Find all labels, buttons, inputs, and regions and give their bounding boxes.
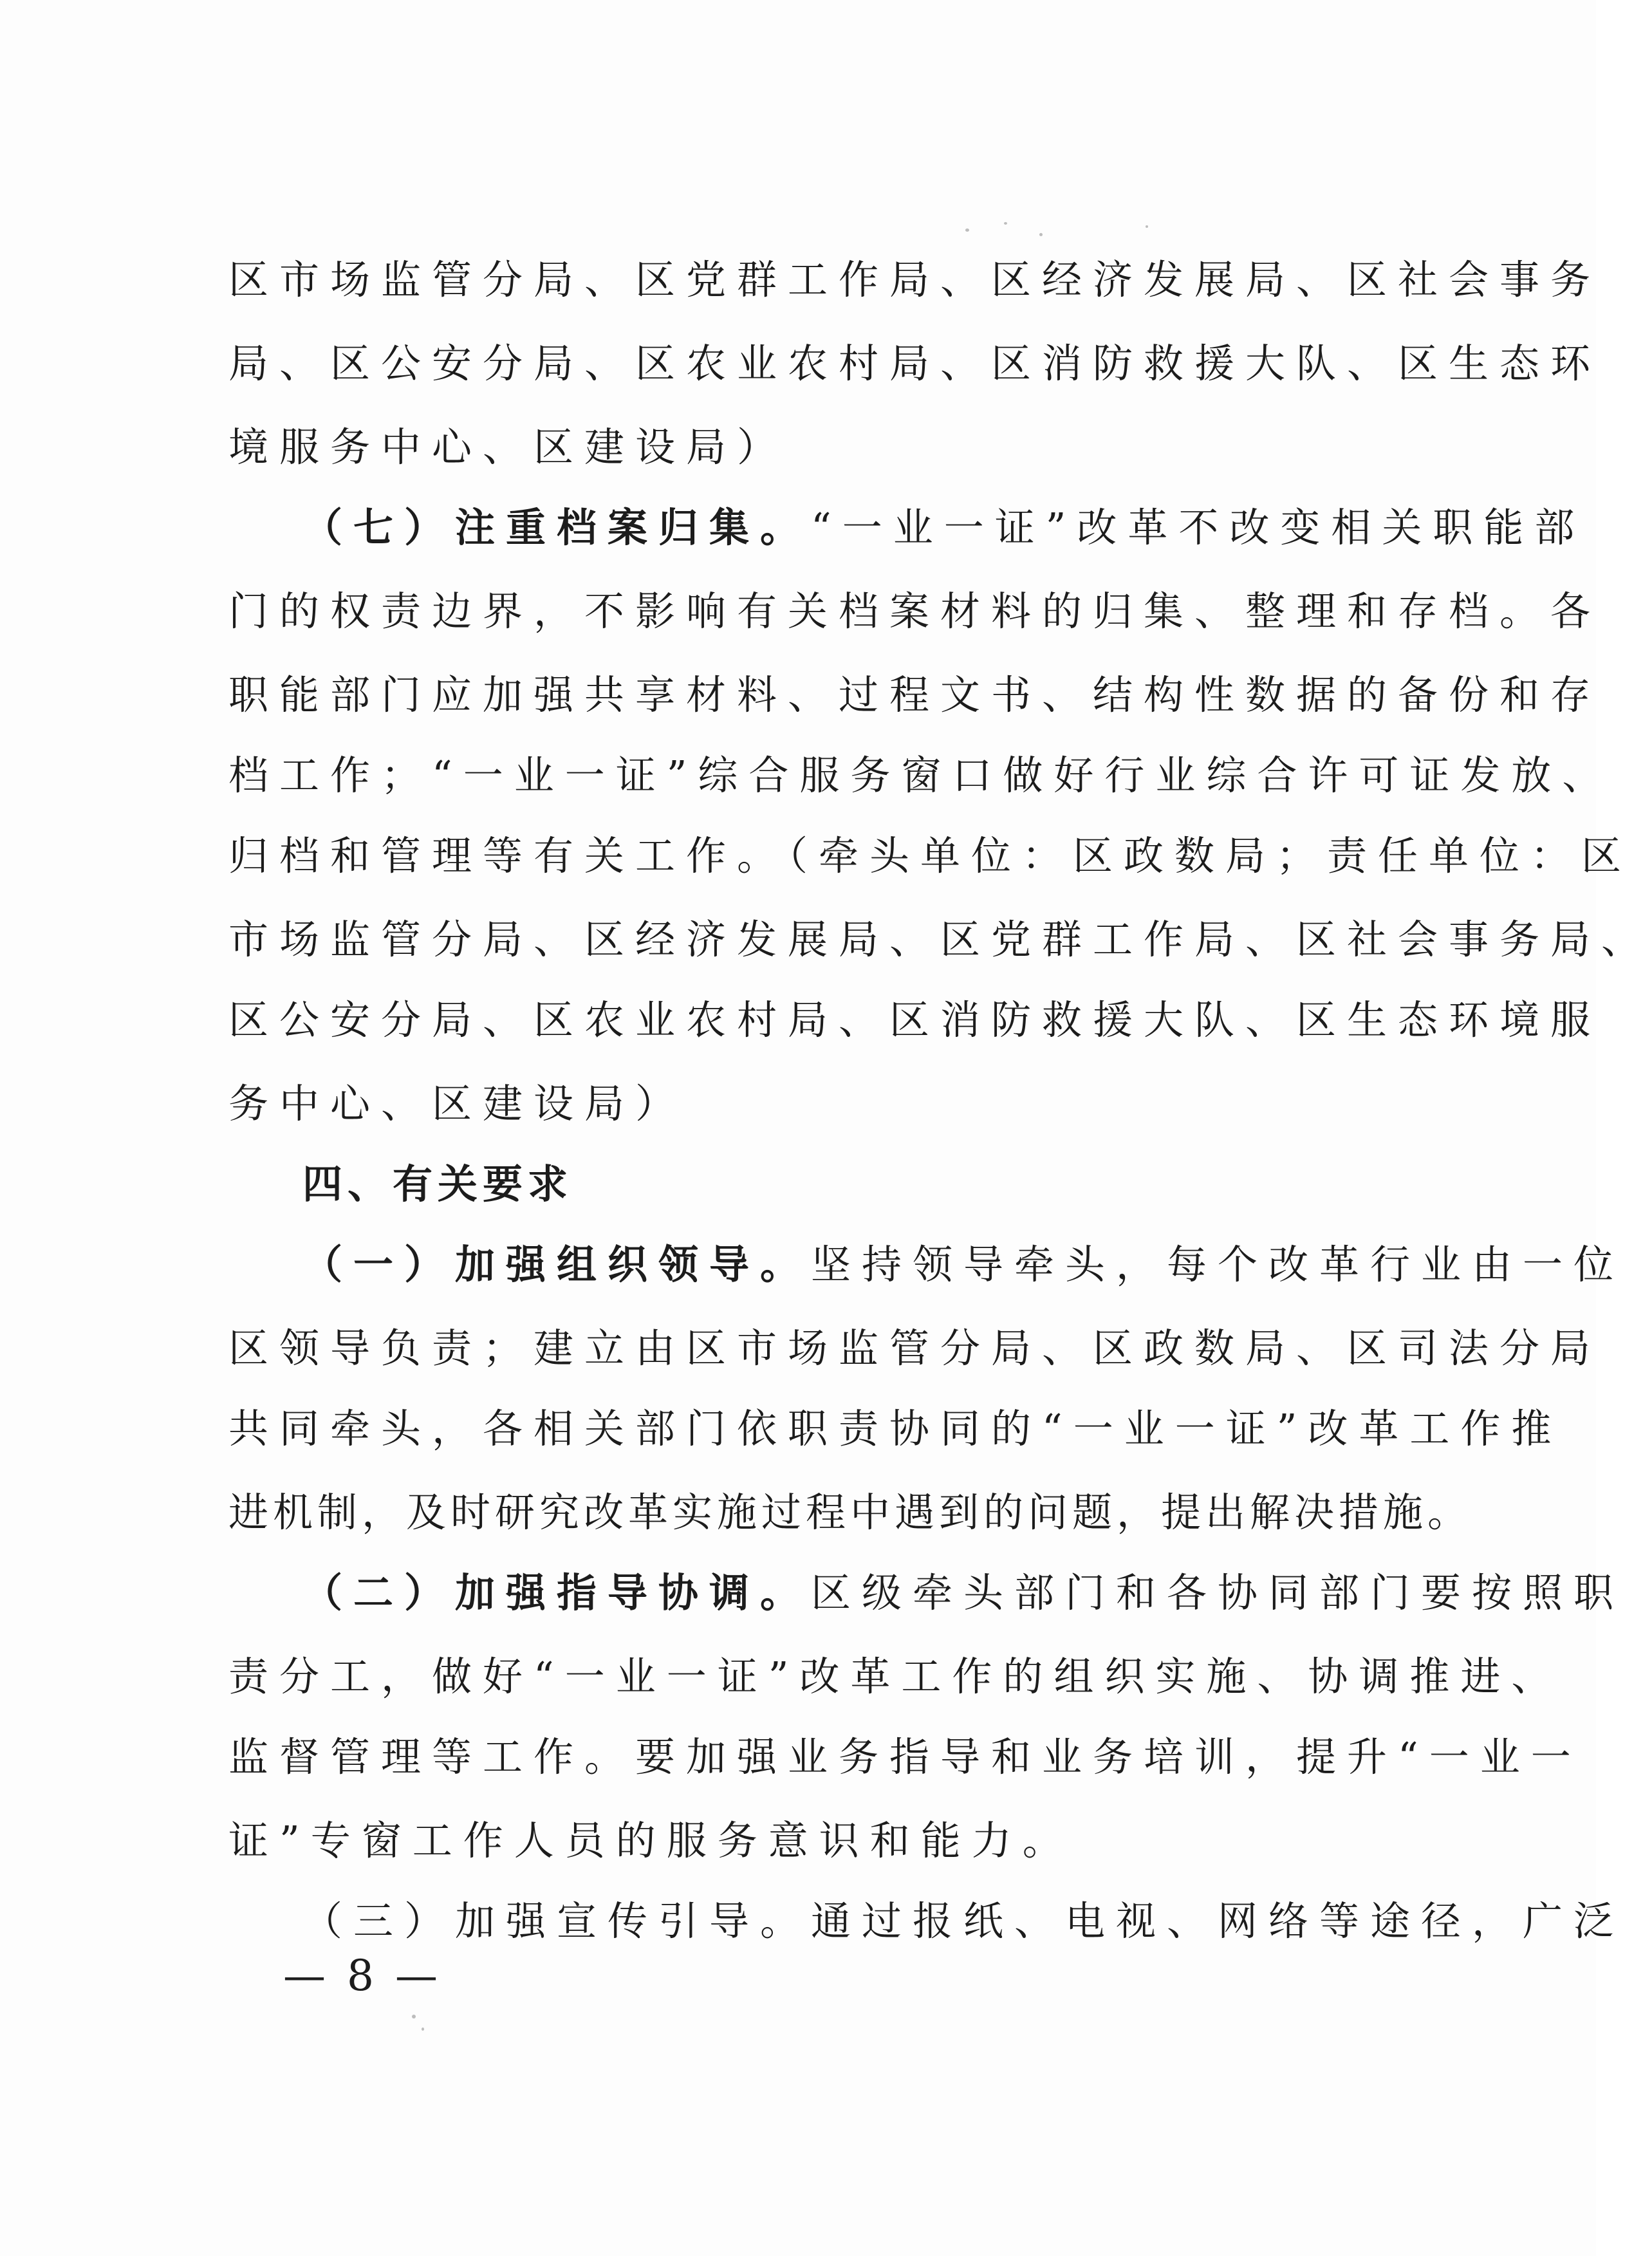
paragraph-first-line xyxy=(302,1545,1625,1641)
text-line: 门的权责边界，不影响有关档案材料的归集、整理和存档。各 xyxy=(228,588,1602,635)
page-number: — 8 — xyxy=(283,1951,441,2000)
text-line: 区领导负责；建立由区市场监管分局、区政数局、区司法分局 xyxy=(228,1325,1602,1372)
text-line: 共同牵头，各相关部门依职责协同的“一业一证”改革工作推 xyxy=(228,1405,1563,1452)
paragraph-first-line xyxy=(302,480,1586,576)
paragraph-first-line xyxy=(302,1873,1625,1970)
scan-speck xyxy=(422,2028,424,2031)
text-line: 进机制，及时研究改革实施过程中遇到的问题，提出解决措施。 xyxy=(228,1489,1472,1536)
text-line: 责分工，做好“一业一证”改革工作的组织实施、协调推进、 xyxy=(228,1653,1563,1700)
text-line: 归档和管理等有关工作。（牵头单位：区政数局；责任单位：区 xyxy=(228,832,1633,879)
paragraph-lead-heading: （二）加强指导协调。 xyxy=(302,1569,812,1616)
text-line: 务中心、区建设局） xyxy=(228,1080,687,1127)
paragraph-text: 坚持领导牵头，每个改革行业由一位 xyxy=(811,1241,1625,1288)
text-line: 区市场监管分局、区党群工作局、区经济发展局、区社会事务 xyxy=(228,256,1602,303)
section-heading: 四、有关要求 xyxy=(302,1161,573,1207)
text-line: 证”专窗工作人员的服务意识和能力。 xyxy=(228,1817,1073,1864)
paragraph-text: 区级牵头部门和各协同部门要按照职 xyxy=(811,1569,1625,1616)
paragraph-text: “一业一证”改革不改变相关职能部 xyxy=(811,504,1586,551)
paragraph-text: 通过报纸、电视、网络等途径，广泛 xyxy=(811,1897,1625,1944)
text-line: 职能部门应加强共享材料、过程文书、结构性数据的备份和存 xyxy=(228,671,1602,718)
text-line: 监督管理等工作。要加强业务指导和业务培训，提升“一业一 xyxy=(228,1733,1582,1780)
text-line: 档工作；“一业一证”综合服务窗口做好行业综合许可证发放、 xyxy=(228,752,1613,799)
scan-speck xyxy=(1146,225,1148,228)
paragraph-lead-heading: （七）注重档案归集。 xyxy=(302,504,812,551)
paragraph-lead-heading: （一）加强组织领导。 xyxy=(302,1241,812,1288)
text-line: 区公安分局、区农业农村局、区消防救援大队、区生态环境服 xyxy=(228,996,1602,1043)
scan-speck xyxy=(412,2015,416,2018)
text-line: 境服务中心、区建设局） xyxy=(228,424,788,471)
scan-speck xyxy=(1004,222,1007,225)
paragraph-lead-heading: （三）加强宣传引导。 xyxy=(302,1897,812,1944)
text-line: 市场监管分局、区经济发展局、区党群工作局、区社会事务局、 xyxy=(228,916,1652,963)
text-line: 局、区公安分局、区农业农村局、区消防救援大队、区生态环 xyxy=(228,340,1602,387)
paragraph-first-line xyxy=(302,1217,1625,1313)
